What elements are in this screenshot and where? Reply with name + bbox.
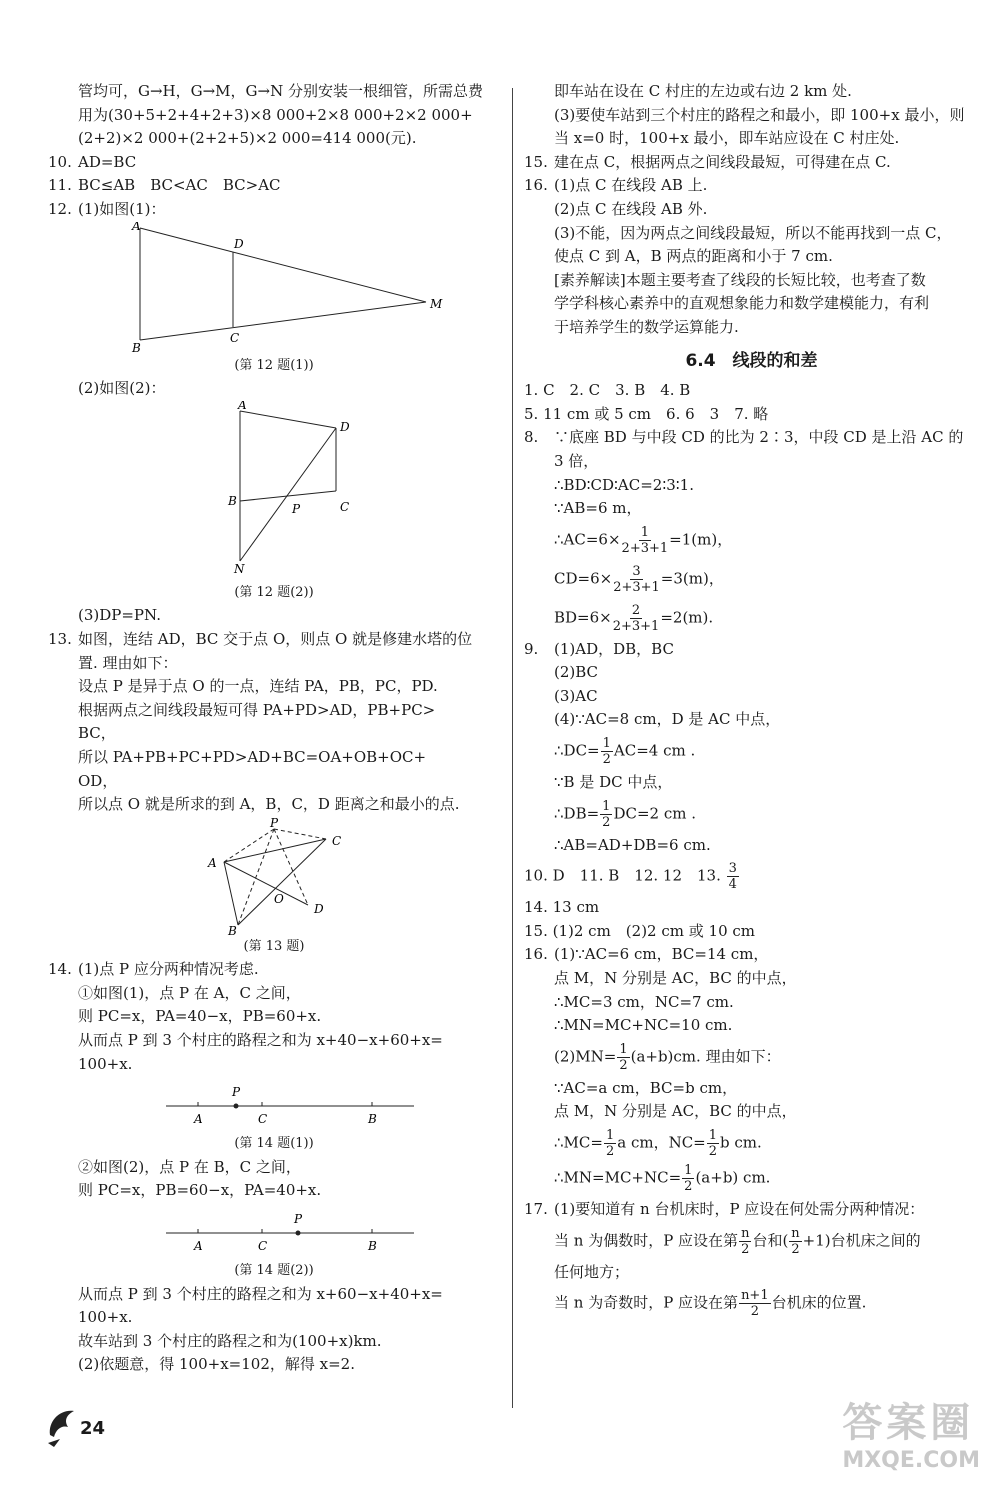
text-line: 任何地方； xyxy=(554,1262,630,1281)
fraction: $\frac{n}{2}$ xyxy=(741,1225,750,1257)
formula-line: ∴AC=6× $\frac{1}{2+3+1}$ =1(m)， xyxy=(554,524,733,556)
text-line: 点 M，N 分别是 AC，BC 的中点， xyxy=(554,969,797,988)
figure-caption: (第 14 题(1)) xyxy=(234,1136,314,1152)
figure-14-2 xyxy=(48,1203,500,1259)
fraction: $\frac{2}{2+3+1}$ xyxy=(612,602,660,634)
text-line: (2)依题意，得 100+x=102，解得 x=2. xyxy=(78,1355,355,1374)
fraction: $\frac{1}{2+3+1}$ xyxy=(621,524,669,556)
label-D: D xyxy=(340,419,350,434)
left-column xyxy=(48,80,500,1377)
fraction: $\frac{n+1}{2}$ xyxy=(741,1288,769,1320)
text-line: (3)DP=PN. xyxy=(78,606,161,625)
text-line: 15. (1)2 cm (2)2 cm 或 10 cm xyxy=(524,921,756,940)
text-line: (3)要使车站到三个村庄的路程之和最小，即 100+x 最小，则 xyxy=(554,105,965,124)
answer-10: 10. AD=BC xyxy=(48,152,137,171)
figure-12-2-svg xyxy=(48,401,500,581)
answer-11: 11. BC≤AB BC<AC BC>AC xyxy=(48,176,281,195)
formula-line: ∴MC= $\frac{1}{2}$ a cm，NC= $\frac{1}{2}$ b cm. xyxy=(554,1128,762,1159)
fraction: $\frac{1}{2}$ xyxy=(602,736,611,768)
figure-14-1 xyxy=(48,1076,500,1132)
label-A: A xyxy=(194,1239,203,1254)
text-line: 即车站在设在 C 村庄的左边或右边 2 km 处. xyxy=(554,82,852,100)
right-column xyxy=(524,80,979,1323)
text-line: 1. C 2. C 3. B 4. B xyxy=(524,381,691,400)
label-B: B xyxy=(368,1239,377,1254)
label-N: N xyxy=(234,561,245,576)
text-line: ∴AB=AD+DB=6 cm. xyxy=(554,835,711,854)
text-line: 根据两点之间线段最短可得 PA+PD>AD，PB+PC> xyxy=(78,700,436,719)
figure-caption: (第 12 题(1)) xyxy=(234,357,314,373)
formula-line: 10. D 11. B 12. 12 13. $\frac{3}{4}$ xyxy=(524,861,737,893)
text-line: 则 PC=x，PA=40−x，PB=60+x. xyxy=(78,1007,322,1026)
label-A: A xyxy=(194,1112,203,1127)
label-C: C xyxy=(332,833,342,848)
formula-line: (2)MN= $\frac{1}{2}$ (a+b)cm. 理由如下： xyxy=(554,1041,781,1073)
label-B: B xyxy=(132,340,141,354)
label-C: C xyxy=(230,330,240,345)
fraction: $\frac{1}{2}$ xyxy=(708,1128,718,1159)
text-line: 所以 PA+PB+PC+PD>AD+BC=OA+OB+OC+ xyxy=(78,747,427,766)
label-C: C xyxy=(258,1112,268,1127)
label-C: C xyxy=(340,499,350,514)
answer-15: 15. 建在点 C，根据两点之间线段最短，可得建在点 C. xyxy=(524,152,891,171)
label-B: B xyxy=(368,1112,377,1127)
text-line: 从而点 P 到 3 个村庄的路程之和为 x+60−x+40+x= xyxy=(78,1284,443,1303)
answer-13: 13. 如图，连结 AD，BC 交于点 O，则点 O 就是修建水塔的位 xyxy=(48,629,473,648)
formula-line: ∴DC= $\frac{1}{2}$ AC=4 cm . xyxy=(554,736,696,768)
fraction: $\frac{3}{4}$ xyxy=(728,861,737,893)
text-line: 管均可，G→H，G→M，G→N 分别安装一根细管，所需总费 xyxy=(78,82,483,100)
text-line: 于培养学生的数学运算能力. xyxy=(554,317,739,336)
text-line: 置. 理由如下： xyxy=(78,653,178,672)
text-line: 设点 P 是异于点 O 的一点，连结 PA，PB，PC，PD. xyxy=(78,677,438,696)
figure-caption: (第 14 题(2)) xyxy=(234,1263,314,1279)
answer-12: 12. (1)如图(1)： xyxy=(48,199,166,218)
text-line: ①如图(1)，点 P 在 A，C 之间， xyxy=(78,983,301,1002)
text-line: 使点 C 到 A，B 两点的距离和小于 7 cm. xyxy=(554,247,833,266)
text-line: 学学科核心素养中的直观想象能力和数学建模能力，有利 xyxy=(554,294,930,313)
text-line: (3)AC xyxy=(554,686,598,705)
text-line: (3)不能，因为两点之间线段最短，所以不能再找到一点 C， xyxy=(554,223,952,242)
text-line: ∵AB=6 m， xyxy=(554,499,642,518)
answer-17: 17. (1)要知道有 n 台机床时，P 应设在何处需分两种情况： xyxy=(524,1200,925,1218)
label-P: P xyxy=(292,501,301,516)
text-line: ∵AC=a cm，BC=b cm， xyxy=(554,1078,738,1097)
figure-12-1 xyxy=(48,222,500,354)
formula-line: CD=6× $\frac{3}{2+3+1}$ =3(m)， xyxy=(554,563,724,595)
label-M: M xyxy=(430,296,443,311)
fraction: $\frac{1}{2}$ xyxy=(602,798,611,830)
label-C: C xyxy=(258,1239,268,1254)
watermark-url: MXQE.COM xyxy=(842,1448,980,1473)
answer-16: 16. (1)点 C 在线段 AB 上. xyxy=(524,176,708,195)
fraction: $\frac{1}{2}$ xyxy=(605,1128,615,1159)
text-line: 从而点 P 到 3 个村庄的路程之和为 x+40−x+60+x= xyxy=(78,1031,443,1050)
fraction: $\frac{3}{2+3+1}$ xyxy=(613,563,660,595)
text-line: 点 M，N 分别是 AC，BC 的中点， xyxy=(554,1102,797,1121)
formula-line: 当 n 为偶数时，P 应设在第 $\frac{n}{2}$ 台和( $\frac{n}{2}$ +1)台机床之间的 xyxy=(554,1225,921,1257)
text-line: 则 PC=x，PB=60−x，PA=40+x. xyxy=(78,1181,322,1200)
text-line: ∴MN=MC+NC=10 cm. xyxy=(554,1016,733,1035)
figure-14-1-svg xyxy=(48,1076,500,1132)
text-line: (2)如图(2)： xyxy=(78,379,166,398)
section-title: 6.4 线段的和差 xyxy=(685,350,818,371)
figure-caption: (第 12 题(2)) xyxy=(234,584,314,600)
label-D: D xyxy=(314,901,324,916)
label-A: A xyxy=(208,855,217,870)
figure-13-svg xyxy=(48,817,500,935)
figure-12-2 xyxy=(48,401,500,581)
label-B: B xyxy=(228,923,237,935)
text-line: BC， xyxy=(78,724,116,743)
text-line: 用为(30+5+2+4+2+3)×8 000+2×8 000+2×2 000+ xyxy=(78,105,473,124)
page-number: 24 xyxy=(80,1418,106,1439)
formula-line: ∴DB= $\frac{1}{2}$ DC=2 cm . xyxy=(554,798,696,830)
dolphin-logo-icon xyxy=(44,1405,80,1449)
formula-line: ∴MN=MC+NC= $\frac{1}{2}$ (a+b) cm. xyxy=(554,1163,771,1194)
watermark xyxy=(842,1391,980,1473)
text-line: ∵B 是 DC 中点， xyxy=(554,773,673,792)
text-line: 3 倍， xyxy=(554,451,599,470)
text-line: (2+2)×2 000+(2+2+5)×2 000=414 000(元). xyxy=(78,129,417,148)
text-line: ∴BD∶CD∶AC=2∶3∶1. xyxy=(554,475,694,494)
label-P: P xyxy=(270,816,279,830)
formula-line: 当 n 为奇数时，P 应设在第 $\frac{n+1}{2}$ 台机床的位置. xyxy=(554,1288,867,1320)
text-line: OD， xyxy=(78,771,118,790)
text-line: (4)∵AC=8 cm，D 是 AC 中点， xyxy=(554,710,781,729)
label-D: D xyxy=(234,236,244,251)
figure-12-1-svg xyxy=(48,222,500,354)
answer-9: 9. (1)AD，DB，BC xyxy=(524,639,674,658)
formula-line: BD=6× $\frac{2}{2+3+1}$ =2(m). xyxy=(554,602,714,634)
fraction: $\frac{1}{2}$ xyxy=(619,1041,628,1073)
text-line: 所以点 O 就是所求的到 A，B，C，D 距离之和最小的点. xyxy=(78,795,460,814)
text-line: (2)BC xyxy=(554,663,599,682)
answer-16b: 16. (1)∵AC=6 cm，BC=14 cm， xyxy=(524,945,769,964)
label-O: O xyxy=(274,891,284,906)
text-line: (2)点 C 在线段 AB 外. xyxy=(554,199,708,218)
text-line: [素养解读]本题主要考查了线段的长短比较，也考查了数 xyxy=(554,270,926,289)
figure-14-2-svg xyxy=(48,1203,500,1259)
text-line: 100+x. xyxy=(78,1308,133,1327)
figure-13 xyxy=(48,817,500,935)
text-line: 5. 11 cm 或 5 cm 6. 6 3 7. 略 xyxy=(524,404,769,423)
text-line: 100+x. xyxy=(78,1054,133,1073)
text-line: 14. 13 cm xyxy=(524,898,600,917)
text-line: ②如图(2)，点 P 在 B，C 之间， xyxy=(78,1157,301,1176)
label-A: A xyxy=(132,221,141,233)
text-line: ∴MC=3 cm，NC=7 cm. xyxy=(554,992,734,1011)
label-B: B xyxy=(228,493,237,508)
fraction: $\frac{1}{2}$ xyxy=(684,1163,693,1194)
figure-caption: (第 13 题) xyxy=(243,938,305,954)
watermark-text: 答案圈 xyxy=(842,1400,975,1446)
text-line: 故车站到 3 个村庄的路程之和为(100+x)km. xyxy=(78,1331,382,1350)
answer-8: 8. ∵底座 BD 与中段 CD 的比为 2∶3，中段 CD 是上沿 AC 的 xyxy=(524,428,964,447)
column-divider xyxy=(512,88,513,1408)
label-A: A xyxy=(238,400,247,412)
fraction: $\frac{n}{2}$ xyxy=(791,1225,800,1257)
text-line: 当 x=0 时，100+x 最小，即车站应设在 C 村庄处. xyxy=(554,129,900,148)
label-P: P xyxy=(232,1085,241,1100)
answer-14: 14. (1)点 P 应分两种情况考虑. xyxy=(48,960,259,979)
label-P: P xyxy=(294,1212,303,1227)
